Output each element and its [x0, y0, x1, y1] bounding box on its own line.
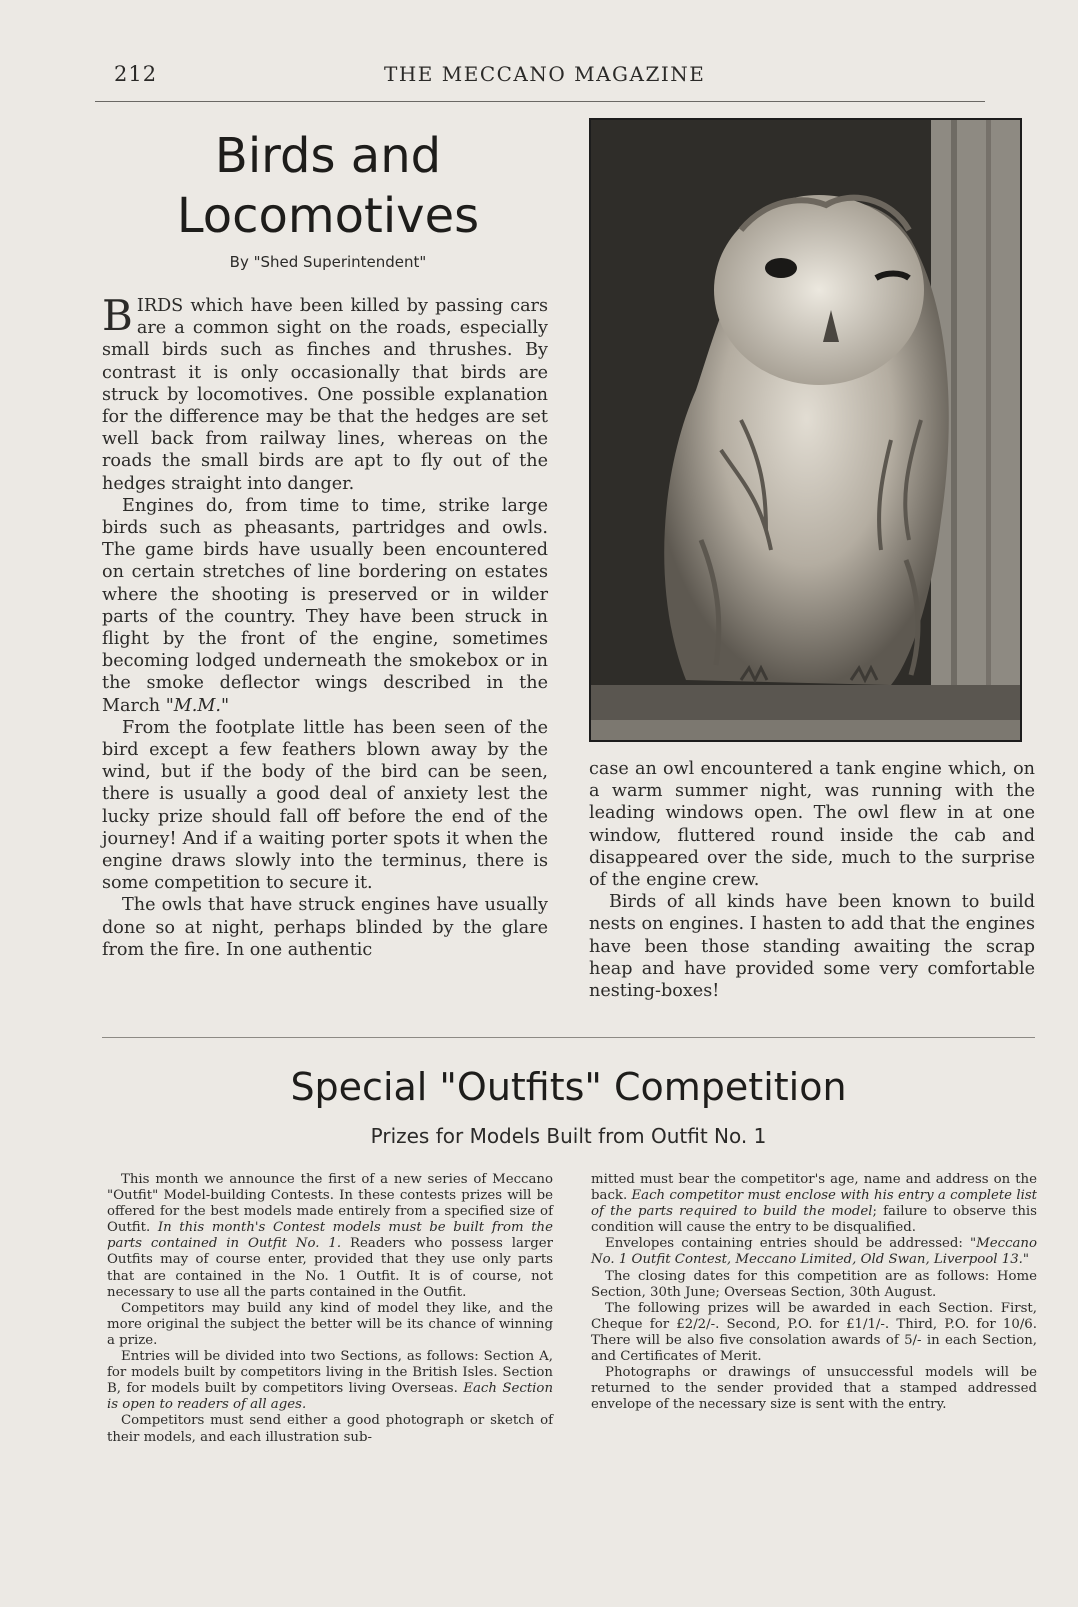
article-paragraph [102, 717, 548, 895]
competition-text: Readers who possess larger Outfits may of course enter, provided that they use only parts that are contained in the No. 1 Outfit. It is of course, not necessary to use all the parts contained in the Outfit. [107, 1236, 553, 1300]
competition-paragraph [591, 1172, 1037, 1236]
competition-text-italic: Each competitor must enclose with his entry a complete list of the parts required to build the model [591, 1188, 1037, 1220]
competition-text: Competitors must send either a good photograph or sketch of their models, and each illustration sub- [107, 1413, 553, 1445]
competition-text-italic: In this month's Contest models must be built from the parts contained in Outfit No. 1. [107, 1220, 553, 1252]
competition-text: This month we announce the first of a new series of Meccano "Outfit" Model-building Contests. In these contests prizes will be offered for the best models made entirely from a specified size of Outfit. [107, 1172, 553, 1236]
article-paragraph [102, 291, 548, 495]
competition-text: Photographs or drawings of unsuccessful models will be returned to the sender provided that a stamped addressed envelope of the necessary size is sent with the entry. [591, 1365, 1037, 1413]
competition-paragraph [591, 1269, 1037, 1301]
competition-text: Entries will be divided into two Sections, as follows: Section A, for models built by competitors living in the British Isles. Section B, for models built by competitors living Overseas. [107, 1349, 553, 1397]
competition-paragraph [591, 1365, 1037, 1413]
article-paragraph [589, 758, 1035, 891]
competition-paragraph [107, 1349, 553, 1413]
competition-column-left [107, 1172, 553, 1446]
competition-text: The closing dates for this competition are as follows: Home Section, 30th June; Overseas Section, 30th August. [591, 1268, 1037, 1300]
competition-paragraph [591, 1301, 1037, 1365]
article-title-line2: Locomotives [176, 188, 480, 244]
competition-text: Envelopes containing entries should be addressed: [605, 1236, 963, 1252]
article-column-left [102, 291, 548, 961]
competition-text-italic: Each Section is open to readers of all ages. [107, 1381, 554, 1413]
owl-photo [589, 118, 1022, 742]
competition-text: mitted must bear the competitor's age, name and address on the back. [591, 1172, 1037, 1204]
article-text: IRDS which have been killed by passing cars are a common sight on the roads, especially small birds such as finches and thrushes. By contrast it is only occasionally that birds are struck by locomotives. One possible explanation for the difference may be that the hedges are set well back from railway lines, whereas on the roads the small birds are apt to fly out of the hedges straight into danger. [102, 296, 548, 494]
magazine-title: THE MECCANO MAGAZINE [384, 62, 706, 86]
article-paragraph [102, 894, 548, 961]
competition-text: ; failure to observe this condition will cause the entry to be disqualified. [591, 1204, 1037, 1236]
article-text-italic: "M.M." [165, 695, 230, 716]
header-rule [95, 101, 985, 102]
article-text: Engines do, from time to time, strike large birds such as pheasants, partridges and owls. The game birds have usually been encountered on certain stretches of line bordering on estates where the shooting is preserved or in wilder parts of the country. They have been struck in flight by the front of the engine, sometimes becoming lodged underneath the smokebox or in the smoke deflector wings described in the March [102, 495, 548, 716]
competition-title: Special "Outfits" Competition [290, 1065, 847, 1109]
competition-text-italic: "Meccano No. 1 Outfit Contest, Meccano Limited, Old Swan, Liverpool 13." [591, 1236, 1038, 1268]
competition-paragraph [107, 1413, 553, 1445]
competition-text: The following prizes will be awarded in each Section. First, Cheque for £2/2/-. Second, P.O. for £1/1/-. Third, P.O. for 10/6. There will be also five consolation awards of 5/- in each Section, and Certificates of Merit. [591, 1300, 1037, 1365]
article-paragraph [589, 891, 1035, 1002]
competition-column-right [591, 1172, 1037, 1413]
competition-text: Competitors may build any kind of model they like, and the more original the subject the better will be its chance of winning a prize. [107, 1300, 553, 1348]
article-text: Birds of all kinds have been known to build nests on engines. I hasten to add that the engines have been those standing awaiting the scrap heap and have provided some very comfortable nesting-boxes! [589, 892, 1035, 1002]
competition-paragraph [107, 1172, 553, 1301]
article-text: The owls that have struck engines have usually done so at night, perhaps blinded by the glare from the fire. In one authentic [102, 895, 548, 960]
competition-paragraph [107, 1301, 553, 1349]
article-paragraph [102, 495, 548, 717]
article-title [108, 126, 548, 246]
article-text: case an owl encountered a tank engine which, on a warm summer night, was running with the leading windows open. The owl flew in at one window, fluttered round inside the cab and disappeared over the side, much to the surprise of the engine crew. [589, 759, 1035, 891]
page-number: 212 [114, 62, 158, 86]
owl-photo-icon [591, 120, 1020, 740]
article-text: From the footplate little has been seen of the bird except a few feathers blown away by the wind, but if the body of the bird can be seen, there is usually a good deal of anxiety lest the lucky prize should fall off before the end of the journey! And if a waiting porter spots it when the engine draws slowly into the terminus, there is some competition to secure it. [102, 717, 548, 894]
article-column-right [589, 758, 1035, 1002]
drop-cap: B [102, 291, 133, 340]
competition-subtitle: Prizes for Models Built from Outfit No. 1 [370, 1124, 767, 1148]
article-byline: By "Shed Superintendent" [229, 253, 427, 271]
competition-paragraph [591, 1236, 1037, 1268]
section-divider [102, 1037, 1035, 1038]
article-title-line1: Birds and [214, 128, 442, 184]
